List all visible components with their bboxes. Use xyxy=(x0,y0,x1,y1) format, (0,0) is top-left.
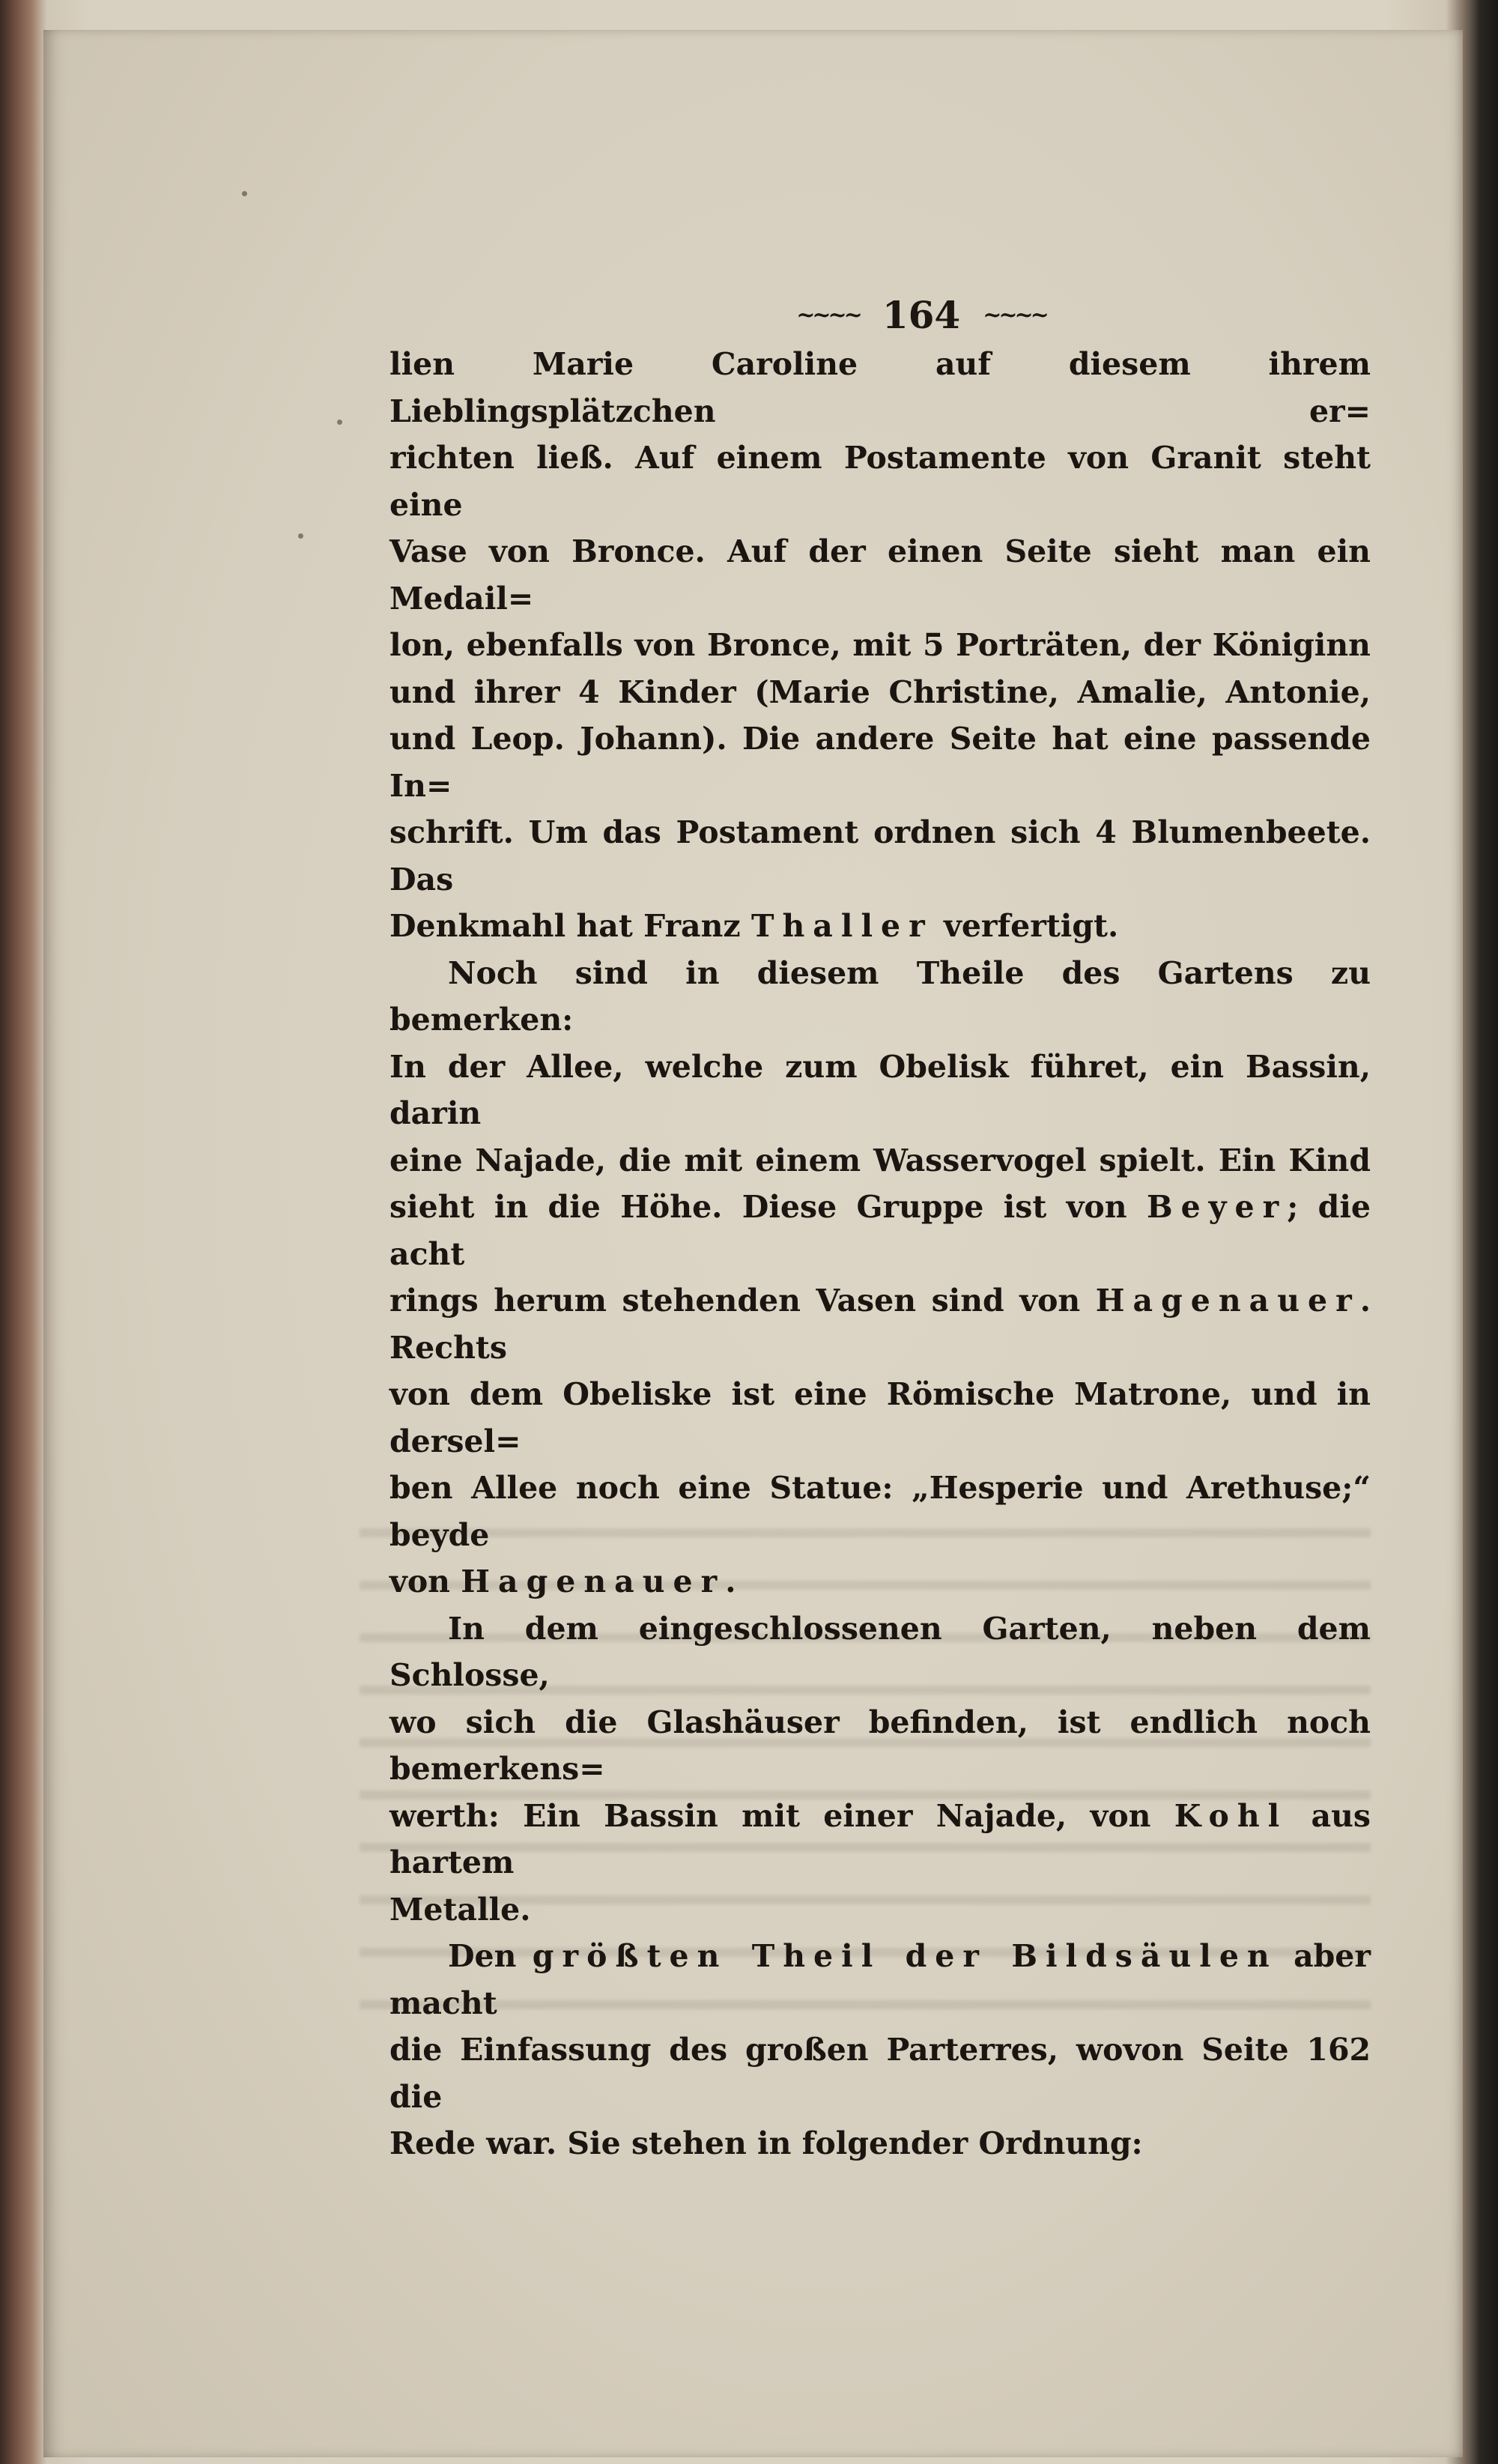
name-beyer: Beyer xyxy=(1146,1189,1288,1225)
text-line: Metalle. xyxy=(389,1891,531,1928)
name-kohl: Kohl xyxy=(1174,1797,1288,1834)
page-header xyxy=(749,294,1094,335)
text-line: richten ließ. Auf einem Postamente von Granit steht eine xyxy=(389,440,1371,523)
ink-speck xyxy=(337,420,342,425)
text-line: Noch sind in diesem Theile des Gartens zu bemerken: xyxy=(389,954,1371,1038)
text-line: rings herum stehenden Vasen sind von Hagenauer. Rechts xyxy=(389,1283,1371,1366)
name-thaller: Thaller xyxy=(750,908,933,944)
text-line: von Hagenauer. xyxy=(389,1564,736,1599)
text-line: In der Allee, welche zum Obelisk führet, ein Bassin, darin xyxy=(389,1048,1371,1131)
text-line: von dem Obeliske ist eine Römische Matrone, und in dersel= xyxy=(389,1376,1371,1459)
text-line: Denkmahl hat Franz Thaller verfertigt. xyxy=(389,908,1119,944)
page-number: 164 xyxy=(882,292,961,337)
right-page-edge xyxy=(1468,0,1498,2464)
ink-speck xyxy=(298,533,303,539)
text-line: Den größten Theil der Bildsäulen aber macht xyxy=(389,1938,1371,2021)
ink-speck xyxy=(242,191,247,196)
body-text xyxy=(389,341,1371,2167)
text-line: und Leop. Johann). Die andere Seite hat eine passende In= xyxy=(389,721,1371,804)
text-line: Vase von Bronce. Auf der einen Seite sieht man ein Medail= xyxy=(389,533,1371,617)
text-line: und ihrer 4 Kinder (Marie Christine, Amalie, Antonie, xyxy=(389,673,1371,710)
name-hagenauer: Hagenauer xyxy=(1095,1283,1360,1319)
text-line: wo sich die Glashäuser befinden, ist endlich noch bemerkens= xyxy=(389,1704,1371,1787)
ornament-right: ~~~~ xyxy=(983,301,1046,328)
text-line: die Einfassung des großen Parterres, wovon Seite 162 die xyxy=(389,2032,1371,2115)
text-line: lon, ebenfalls von Bronce, mit 5 Porträten, der Königinn xyxy=(389,627,1371,663)
text-line: werth: Ein Bassin mit einer Najade, von Kohl aus hartem xyxy=(389,1797,1371,1880)
ornament-left: ~~~~ xyxy=(796,301,860,328)
text-line: sieht in die Höhe. Diese Gruppe ist von Beyer; die acht xyxy=(389,1189,1371,1272)
text-line: lien Marie Caroline auf diesem ihrem Lieblingsplätzchen er= xyxy=(389,346,1371,429)
text-line: schrift. Um das Postament ordnen sich 4 Blumenbeete. Das xyxy=(389,814,1371,897)
text-line: Rede war. Sie stehen in folgender Ordnung: xyxy=(389,2125,1143,2161)
text-line: eine Najade, die mit einem Wasservogel spielt. Ein Kind xyxy=(389,1142,1371,1178)
text-line: In dem eingeschlossenen Garten, neben dem Schlosse, xyxy=(389,1610,1371,1693)
spaced-phrase: größten Theil der Bildsäulen xyxy=(532,1938,1278,1974)
text-line: ben Allee noch eine Statue: „Hesperie und Arethuse;“ beyde xyxy=(389,1470,1371,1553)
name-hagenauer: Hagenauer xyxy=(461,1564,726,1599)
